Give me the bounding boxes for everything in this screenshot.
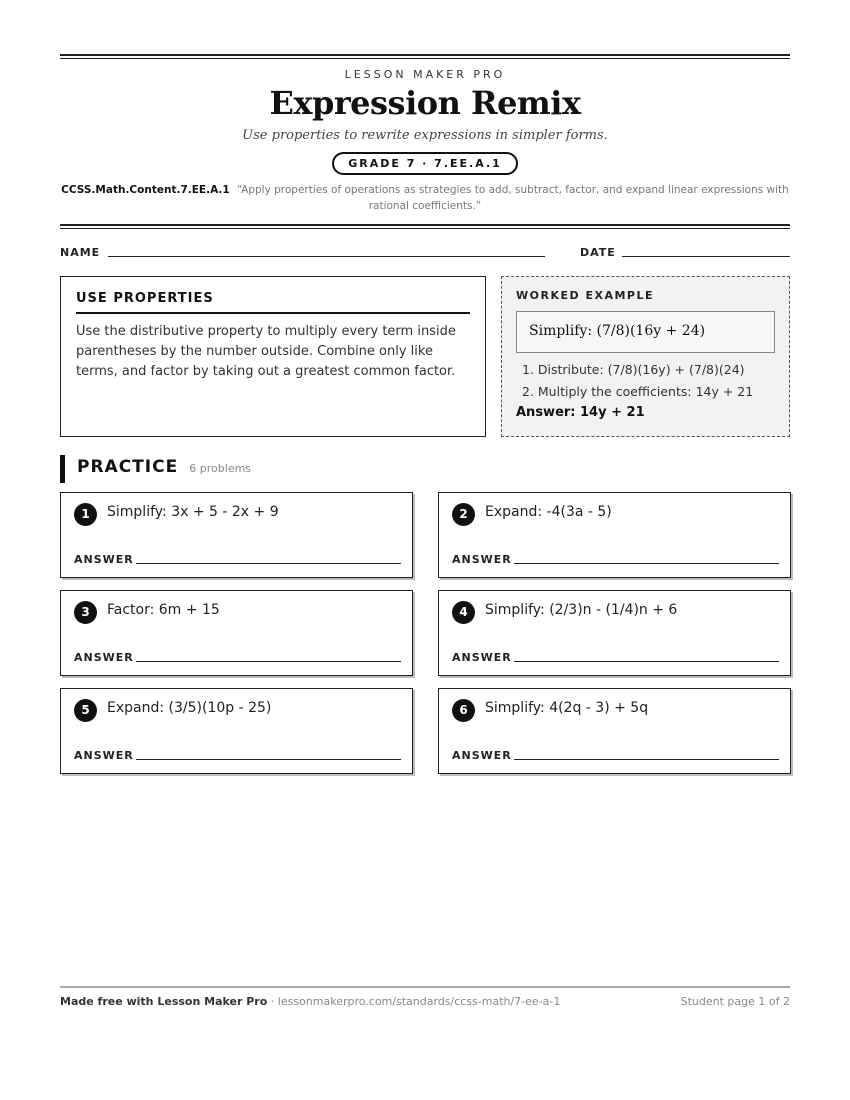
answer-label: ANSWER [452,749,512,762]
standard-statement [60,182,790,214]
name-date-row [60,246,790,260]
date-label: DATE [580,246,616,259]
problem-card [60,590,413,676]
problem-text: Simplify: (2/3)n - (1/4)n + 6 [485,602,678,618]
problem-text: Factor: 6m + 15 [107,602,220,618]
practice-count: 6 problems [189,462,252,475]
problem-number: 1 [74,503,97,526]
problem-text: Simplify: 3x + 5 - 2x + 9 [107,504,279,520]
answer-field[interactable] [136,759,401,760]
answer-field[interactable] [514,759,779,760]
name-label: NAME [60,246,101,259]
problem-number: 2 [452,503,475,526]
problem-number: 4 [452,601,475,624]
grade-badge: GRADE 7 · 7.EE.A.1 [332,152,518,175]
problem-text: Expand: -4(3a - 5) [485,504,612,520]
answer-field[interactable] [136,563,401,564]
problem-card [438,492,791,578]
answer-label: ANSWER [74,553,134,566]
answer-label: ANSWER [74,749,134,762]
footer-credit [60,995,560,1008]
worksheet-title: Expression Remix [269,84,581,122]
name-field[interactable] [108,256,545,257]
worked-step: 1. Distribute: (7/8)(16y) + (7/8)(24) [522,362,745,377]
practice-section-header [60,455,251,483]
worked-example-heading: WORKED EXAMPLE [516,289,654,302]
answer-label: ANSWER [452,553,512,566]
use-properties-body: Use the distributive property to multiply every term inside parentheses by the number outside. Combine only like terms, and factor by taking out a greatest common factor. [76,324,456,379]
standard-text: “Apply properties of operations as strategies to add, subtract, factor, and expand linear expressions with rational coefficients.” [237,184,789,212]
worksheet-subtitle: Use properties to rewrite expressions in simpler forms. [242,128,608,143]
worked-example-box [501,276,790,437]
header-bottom-rule [60,224,790,229]
worksheet-page [60,0,790,1100]
problem-text: Expand: (3/5)(10p - 25) [107,700,272,716]
problem-number: 6 [452,699,475,722]
answer-field[interactable] [514,661,779,662]
problem-number: 3 [74,601,97,624]
worked-example-steps [516,359,775,403]
header-top-rule [60,54,790,59]
grade-badge-wrap [60,152,790,175]
problem-number: 5 [74,699,97,722]
problem-card [438,590,791,676]
problem-card [60,492,413,578]
footer-brand: Made free with Lesson Maker Pro [60,995,268,1008]
footer-url[interactable]: · lessonmakerpro.com/standards/ccss-math/7-ee-a-1 [267,995,561,1008]
brand-kicker: LESSON MAKER PRO [344,68,506,81]
worked-example-answer: Answer: 14y + 21 [516,405,645,420]
footer-page-number: Student page 1 of 2 [680,995,790,1008]
answer-label: ANSWER [452,651,512,664]
worked-example-problem: Simplify: (7/8)(16y + 24) [516,311,775,353]
use-properties-box [60,276,486,437]
practice-heading: PRACTICE [77,457,179,477]
footer-rule [60,986,790,988]
worked-step: 2. Multiply the coefficients: 14y + 21 [522,384,754,399]
answer-label: ANSWER [74,651,134,664]
standard-code: CCSS.Math.Content.7.EE.A.1 [61,184,230,196]
answer-field[interactable] [514,563,779,564]
use-properties-heading: USE PROPERTIES [76,291,470,314]
problem-card [438,688,791,774]
date-field[interactable] [622,256,790,257]
problem-text: Simplify: 4(2q - 3) + 5q [485,700,649,716]
problem-card [60,688,413,774]
answer-field[interactable] [136,661,401,662]
